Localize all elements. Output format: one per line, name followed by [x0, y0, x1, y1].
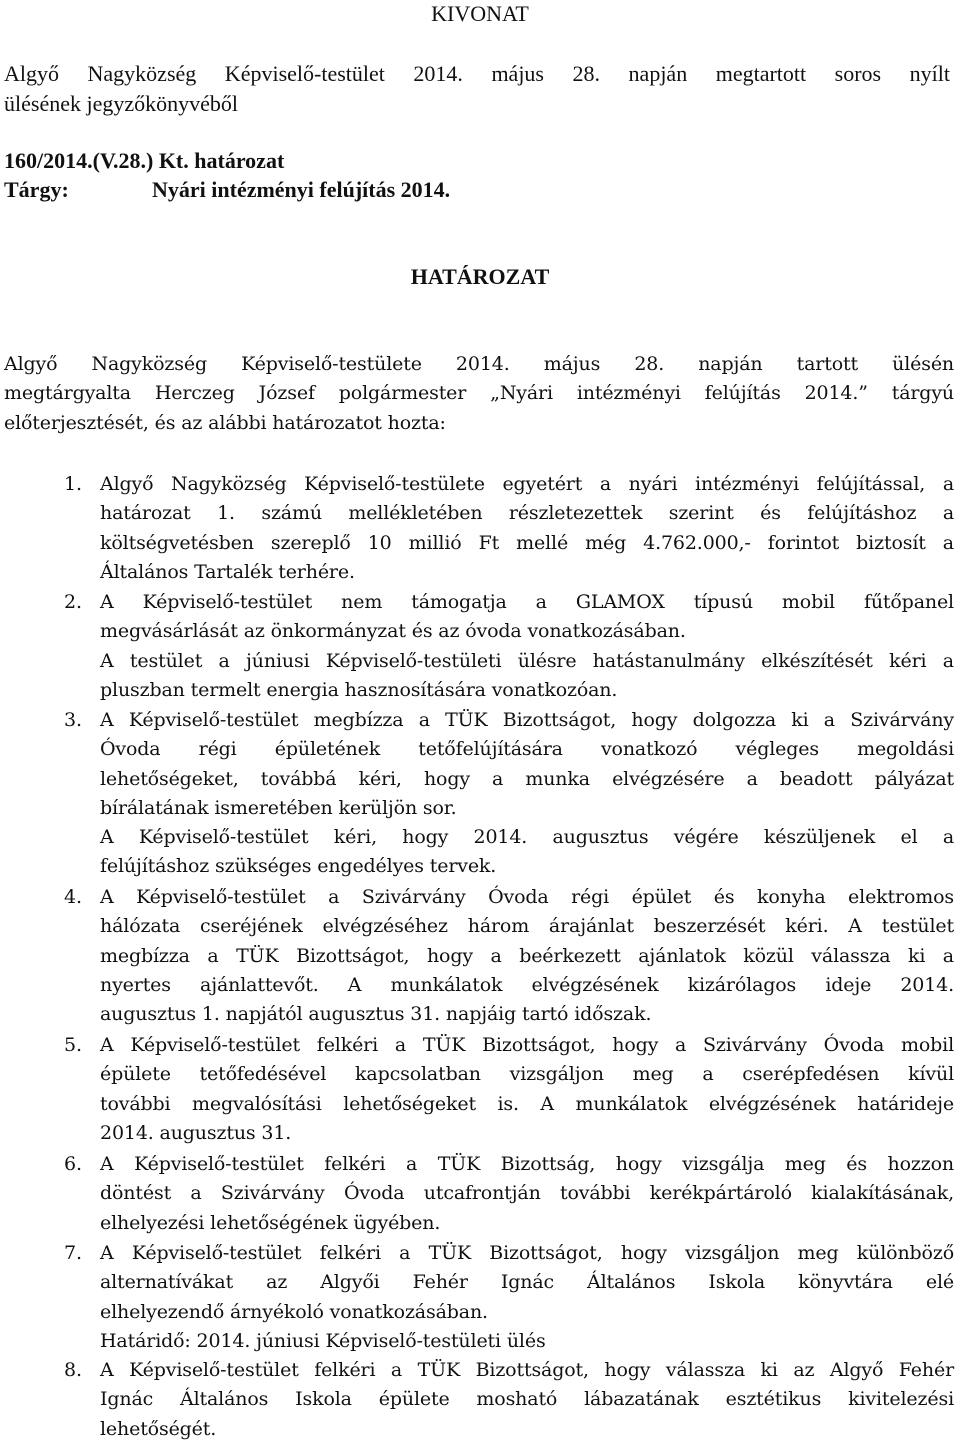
subject-label: Tárgy:	[4, 177, 69, 202]
item-line: Óvoda régi épületének tetőfelújítására vonatkozó végleges megoldási	[100, 738, 954, 761]
item-line: nyertes ajánlattevőt. A munkálatok elvégzésének kizárólagos ideje 2014.	[100, 973, 954, 996]
item-line: épülete tetőfedésével kapcsolatban vizsgáljon meg a cserépfedésen kívül	[100, 1063, 954, 1086]
item-line: megbízza a TÜK Bizottságot, hogy a beérkezett ajánlatok közül válassza ki a	[100, 944, 954, 967]
resolution-number: 160/2014.(V.28.) Kt. határozat	[4, 148, 285, 173]
item-line: A Képviselő-testület kéri, hogy 2014. augusztus végére készüljenek el a	[100, 826, 954, 849]
preamble	[4, 350, 954, 438]
item-line: költségvetésben szereplő 10 millió Ft mellé még 4.762.000,- forintot biztosít a	[100, 531, 954, 554]
item-line: hálózata cseréjének elvégzéséhez három árajánlat beszerzését kéri. A testület	[100, 915, 954, 938]
item-text	[100, 706, 954, 882]
item-text	[100, 470, 954, 587]
preamble-line: Algyő Nagyközség Képviselő-testülete 2014. május 28. napján tartott ülésén	[4, 353, 954, 375]
item-number: 5.	[64, 1034, 82, 1056]
item-line: A Képviselő-testület felkéri a TÜK Bizottság, hogy vizsgálja meg és hozzon	[100, 1153, 954, 1175]
item-line: Algyő Nagyközség Képviselő-testülete egyetért a nyári intézményi felújítással, a	[100, 473, 954, 495]
item-text	[100, 1239, 954, 1356]
item-line: megvásárlását az önkormányzat és az óvoda vonatkozásában.	[100, 620, 686, 643]
subject-line	[4, 175, 450, 205]
minutes-intro	[4, 59, 950, 119]
item-line: döntést a Szivárvány Óvoda utcafrontján további kerékpártároló kialakításának,	[100, 1182, 954, 1205]
intro-line-2: ülésének jegyzőkönyvéből	[4, 91, 238, 116]
item-line: 2014. augusztus 31.	[100, 1121, 292, 1144]
item-line: Határidő: 2014. júniusi Képviselő-testületi ülés	[100, 1329, 546, 1352]
item-line: augusztus 1. napjától augusztus 31. napjáig tartó időszak.	[100, 1003, 652, 1026]
item-line: A testület a júniusi Képviselő-testületi ülésre hatástanulmány elkészítését kéri a	[100, 649, 954, 672]
item-line: A Képviselő-testület a Szivárvány Óvoda régi épület és konyha elektromos	[100, 886, 954, 908]
item-text	[100, 883, 954, 1029]
item-line: további megvalósítási lehetőségeket is. A munkálatok elvégzésének határideje	[100, 1092, 954, 1115]
intro-line-1: Algyő Nagyközség Képviselő-testület 2014. május 28. napján megtartott soros nyílt	[4, 61, 950, 86]
item-line: lehetőségeket, továbbá kéri, hogy a munka elvégzésére a beadott pályázat	[100, 767, 954, 790]
item-number: 2.	[64, 591, 82, 613]
item-line: felújításhoz szükséges engedélyes tervek.	[100, 855, 497, 878]
item-line: Ignác Általános Iskola épülete mosható lábazatának esztétikus kivitelezési	[100, 1388, 954, 1411]
item-number: 7.	[64, 1242, 82, 1264]
item-line: A Képviselő-testület megbízza a TÜK Bizottságot, hogy dolgozza ki a Szivárvány	[100, 709, 954, 731]
item-line: határozat 1. számú mellékletében részletezettek szerint és felújításhoz a	[100, 502, 954, 525]
preamble-line: megtárgyalta Herczeg József polgármester „Nyári intézményi felújítás 2014.” tárgyú	[4, 382, 954, 405]
item-text	[100, 1150, 954, 1238]
item-number: 6.	[64, 1153, 82, 1175]
item-text	[100, 588, 954, 705]
item-line: lehetőségét.	[100, 1417, 217, 1440]
item-line: A Képviselő-testület felkéri a TÜK Bizottságot, hogy válassza ki az Algyő Fehér	[100, 1359, 954, 1381]
item-number: 3.	[64, 709, 82, 731]
item-number: 8.	[64, 1359, 82, 1381]
item-line: alternatívákat az Algyői Fehér Ignác Általános Iskola könyvtára elé	[100, 1271, 954, 1294]
item-line: elhelyezendő árnyékoló vonatkozásában.	[100, 1300, 488, 1323]
subject-value: Nyári intézményi felújítás 2014.	[152, 177, 451, 202]
document-heading-kivonat: KIVONAT	[431, 1, 529, 26]
item-number: 1.	[64, 473, 82, 495]
resolution-title: HATÁROZAT	[410, 264, 550, 289]
item-text	[100, 1356, 954, 1444]
preamble-line: előterjesztését, és az alábbi határozatot hozta:	[4, 411, 446, 434]
item-line: bírálatának ismeretében kerüljön sor.	[100, 796, 457, 819]
item-line: A Képviselő-testület nem támogatja a GLAMOX típusú mobil fűtőpanel	[100, 591, 954, 613]
item-text	[100, 1031, 954, 1148]
item-line: elhelyezési lehetőségének ügyében.	[100, 1211, 441, 1234]
item-line: A Képviselő-testület felkéri a TÜK Bizottságot, hogy vizsgáljon meg különböző	[100, 1242, 954, 1264]
item-line: A Képviselő-testület felkéri a TÜK Bizottságot, hogy a Szivárvány Óvoda mobil	[100, 1034, 954, 1056]
item-line: Általános Tartalék terhére.	[100, 560, 355, 583]
item-line: pluszban termelt energia hasznosítására vonatkozóan.	[100, 678, 618, 701]
item-number: 4.	[64, 886, 82, 908]
